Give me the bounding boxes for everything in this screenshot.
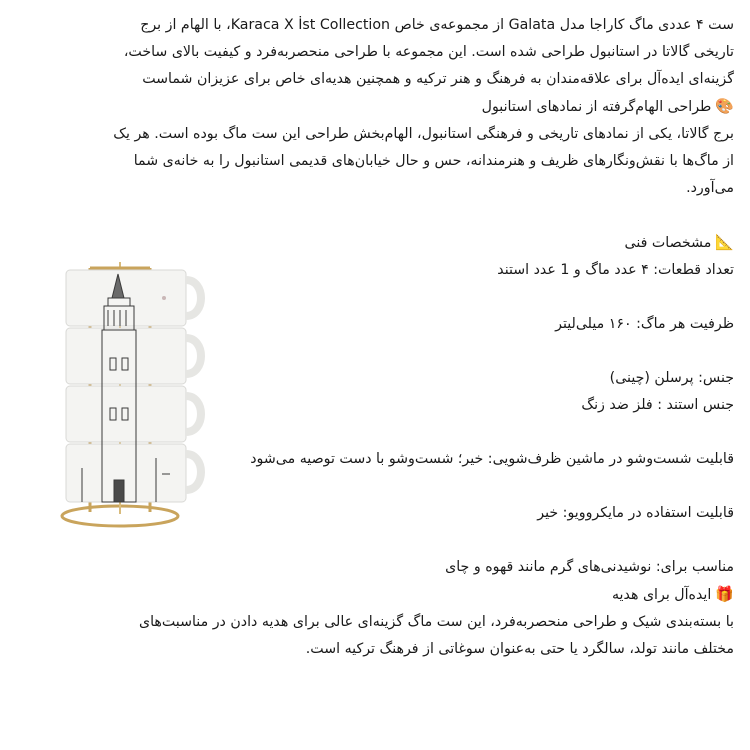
gift-icon: 🎁: [715, 585, 734, 603]
spec-pieces: تعداد قطعات: ۴ عدد ماگ و 1 عدد استند: [497, 262, 734, 278]
design-line: از ماگ‌ها با نقش‌ونگارهای ظریف و هنرمندانه، حس و حال خیابان‌های قدیمی استانبول را به خانه‌ی شما: [133, 153, 734, 169]
spec-material: جنس: پرسلن (چینی): [609, 370, 734, 386]
triangular-ruler-icon: 📐: [715, 233, 734, 251]
palette-icon: 🎨: [715, 97, 734, 115]
spec-capacity: ظرفیت هر ماگ: ۱۶۰ میلی‌لیتر: [555, 316, 734, 332]
product-image: [52, 258, 212, 534]
intro-line: تاریخی گالاتا در استانبول طراحی شده است. این مجموعه با طراحی منحصربه‌فرد و کیفیت بالای ساخت،: [123, 44, 734, 60]
spec-suitable-for: مناسب برای: نوشیدنی‌های گرم مانند قهوه و چای: [445, 559, 734, 575]
design-heading: 🎨طراحی الهام‌گرفته از نمادهای استانبول: [14, 93, 734, 121]
spec-dishwasher: قابلیت شست‌وشو در ماشین ظرف‌شویی: خیر؛ شست‌وشو با دست توصیه می‌شود: [250, 451, 734, 467]
gift-heading: 🎁ایده‌آل برای هدیه: [14, 581, 734, 609]
specs-heading: 📐مشخصات فنی: [14, 229, 734, 257]
spec-stand-material: جنس استند : فلز ضد زنگ: [581, 397, 734, 413]
intro-line: گزینه‌ای ایده‌آل برای علاقه‌مندان به فرهنگ و هنر ترکیه و همچنین هدیه‌ای خاص برای عزیزان شماست: [142, 71, 734, 87]
intro-line: ست ۴ عددی ماگ کاراجا مدل Galata از مجموعه‌ی خاص Karaca X İst Collection، با الهام از برج: [140, 17, 734, 33]
spec-microwave: قابلیت استفاده در مایکروویو: خیر: [537, 505, 734, 521]
mug-set-illustration: [52, 258, 212, 534]
gift-line: مختلف مانند تولد، سالگرد یا حتی به‌عنوان سوغاتی از فرهنگ ترکیه است.: [305, 641, 734, 657]
design-line: می‌آورد.: [686, 180, 734, 196]
design-line: برج گالاتا، یکی از نمادهای تاریخی و فرهنگی استانبول، الهام‌بخش طراحی این ست ماگ بوده است. هر یک: [113, 126, 734, 142]
gift-line: با بسته‌بندی شیک و طراحی منحصربه‌فرد، این ست ماگ گزینه‌ای عالی برای هدیه دادن در مناسبت‌های: [138, 614, 734, 630]
